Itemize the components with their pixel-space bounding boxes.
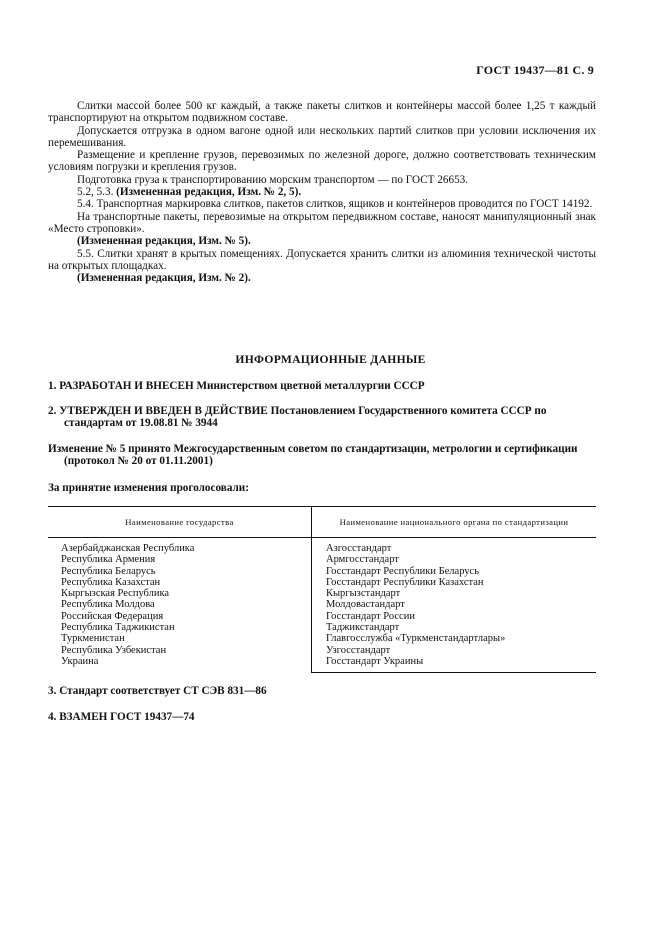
paragraph: Подготовка груза к транспортированию морским транспортом — по ГОСТ 26653. — [77, 173, 469, 186]
paragraph: Допускается отгрузка в одном вагоне одной или нескольких партий слитков при условии исключения их перемешивания. — [48, 124, 596, 149]
state-list — [48, 538, 312, 673]
paragraph — [48, 186, 596, 198]
standards-body-name: Таджикстандарт — [326, 622, 400, 634]
state-name: Республика Беларусь — [61, 565, 156, 577]
state-name: Украина — [61, 655, 99, 667]
revision-note: (Измененная редакция, Изм. № 2, 5). — [116, 186, 302, 199]
paragraph: 5.4. Транспортная маркировка слитков, пакетов слитков, ящиков и контейнеров проводится по ГОСТ 14192. — [77, 198, 593, 211]
change-note-text: Изменение № 5 принято Межгосударственным советом по стандартизации, метрологии и сертификации (протокол № 20 от 01.11.2001) — [48, 443, 578, 468]
voting-table — [48, 506, 596, 673]
section-title: ИНФОРМАЦИОННЫЕ ДАННЫЕ — [235, 353, 426, 366]
standards-body-name: Госстандарт Украины — [326, 655, 424, 667]
standards-body-name: Главгосслужба «Туркменстандартлары» — [326, 633, 506, 645]
revision-note: (Измененная редакция, Изм. № 2). — [77, 272, 251, 285]
standards-body-name: Госстандарт Республики Казахстан — [326, 576, 484, 588]
standards-body-name: Молдовастандарт — [326, 599, 405, 611]
table-body-row — [48, 538, 596, 673]
paragraph: 5.5. Слитки хранят в крытых помещениях. Допускается хранить слитки из алюминия технической чистоты на открытых площадках. — [48, 247, 596, 272]
state-name: Азербайджанская Республика — [61, 543, 195, 554]
state-name: Российская Федерация — [61, 610, 164, 622]
voted-label: За принятие изменения проголосовали: — [48, 482, 249, 494]
standards-body-name: Кыргызстандарт — [326, 588, 401, 600]
info-item-text: 2. УТВЕРЖДЕН И ВВЕДЕН В ДЕЙСТВИЕ Постановлением Государственного комитета СССР по стандартам от 19.08.81 № 3944 — [48, 405, 547, 430]
standards-body-name: Госстандарт России — [326, 610, 415, 622]
state-name: Республика Армения — [61, 554, 156, 566]
state-name: Туркменистан — [61, 633, 125, 645]
clause-number: 5.2, 5.3. — [77, 186, 114, 199]
paragraph: На транспортные пакеты, перевозимые на открытом передвижном составе, наносят манипуляционный знак «Место строповки». — [48, 210, 596, 235]
paragraph: Размещение и крепление грузов, перевозимых по железной дороге, должно соответствовать техническим условиям погрузки и крепления грузов. — [48, 149, 596, 174]
standards-body-name: Узгосстандарт — [326, 644, 391, 656]
standards-body-name: Госстандарт Республики Беларусь — [326, 565, 480, 577]
table-header-state: Наименование государства — [48, 507, 312, 538]
info-item-4: 4. ВЗАМЕН ГОСТ 19437—74 — [48, 711, 195, 723]
info-item-2 — [48, 405, 596, 430]
standards-body-name: Азгосстандарт — [326, 543, 392, 554]
body-list — [312, 538, 597, 673]
paragraph: Слитки массой более 500 кг каждый, а также пакеты слитков и контейнеры массой более 1,25 т каждый транспортируют на открытом подвижном составе. — [48, 100, 596, 125]
standards-body-name: Армгосстандарт — [326, 554, 399, 566]
table-header-body: Наименование национального органа по стандартизации — [312, 507, 597, 538]
revision-note: (Измененная редакция, Изм. № 5). — [77, 235, 251, 248]
info-item-3: 3. Стандарт соответствует СТ СЭВ 831—86 — [48, 685, 267, 697]
state-name: Республика Таджикистан — [61, 622, 175, 634]
state-name: Республика Узбекистан — [61, 644, 167, 656]
state-name: Кыргызская Республика — [61, 588, 170, 600]
page-header: ГОСТ 19437—81 С. 9 — [476, 63, 594, 77]
info-item-1: 1. РАЗРАБОТАН И ВНЕСЕН Министерством цветной металлургии СССР — [48, 380, 425, 392]
section-5-text — [48, 100, 596, 284]
state-name: Республика Молдова — [61, 599, 155, 611]
change-note — [48, 443, 596, 468]
state-name: Республика Казахстан — [61, 576, 161, 588]
